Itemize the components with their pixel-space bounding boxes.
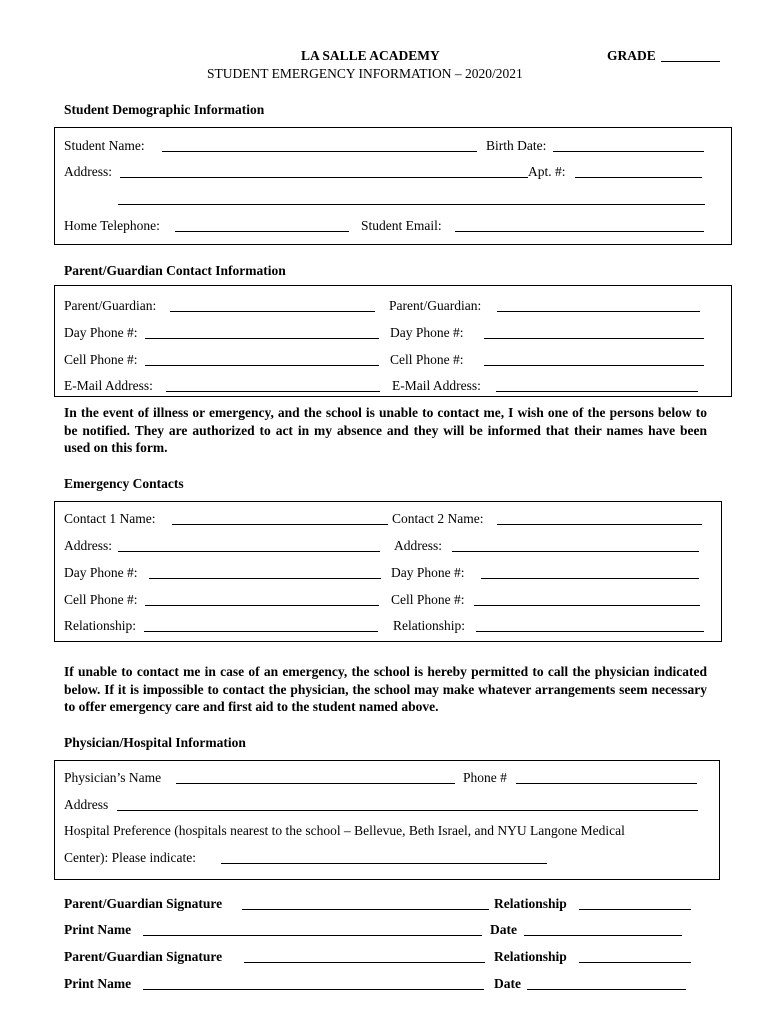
contact2-name-field[interactable] bbox=[497, 524, 702, 525]
apt-label: Apt. #: bbox=[528, 164, 566, 179]
hospital-preference-text: Hospital Preference (hospitals nearest to the school – Bellevue, Beth Israel, and NYU Langone Medical bbox=[64, 823, 625, 838]
date2-label: Date bbox=[494, 976, 521, 991]
guardian2-cell-phone-field[interactable] bbox=[484, 365, 704, 366]
home-phone-field[interactable] bbox=[175, 231, 349, 232]
guardian2-label: Parent/Guardian: bbox=[389, 298, 482, 313]
hospital-preference-field[interactable] bbox=[221, 863, 547, 864]
hospital-indicate-label: Center): Please indicate: bbox=[64, 850, 196, 865]
contact1-cell-phone-field[interactable] bbox=[145, 605, 379, 606]
address-label: Address: bbox=[64, 164, 112, 179]
signature1-field[interactable] bbox=[242, 909, 489, 910]
consent-paragraph: In the event of illness or emergency, and the school is unable to contact me, I wish one of the persons below to be notified. They are authorized to act in my absence and they will be informed that their names have been used on this form. bbox=[64, 405, 707, 456]
physician-section-heading: Physician/Hospital Information bbox=[64, 735, 246, 750]
student-name-field[interactable] bbox=[162, 151, 477, 152]
contact2-address-field[interactable] bbox=[452, 551, 699, 552]
relationship1-field[interactable] bbox=[579, 909, 691, 910]
date2-field[interactable] bbox=[527, 989, 686, 990]
contact1-name-field[interactable] bbox=[172, 524, 388, 525]
form-subtitle: STUDENT EMERGENCY INFORMATION – 2020/2021 bbox=[207, 66, 523, 81]
physician-phone-label: Phone # bbox=[463, 770, 507, 785]
contact1-day-phone-field[interactable] bbox=[149, 578, 381, 579]
contact1-relationship-field[interactable] bbox=[144, 631, 378, 632]
contact2-cell-phone-field[interactable] bbox=[474, 605, 700, 606]
contact1-cell-phone-label: Cell Phone #: bbox=[64, 592, 138, 607]
physician-name-field[interactable] bbox=[176, 783, 455, 784]
contact2-relationship-label: Relationship: bbox=[393, 618, 465, 633]
contact2-relationship-field[interactable] bbox=[476, 631, 704, 632]
guardian2-day-phone-field[interactable] bbox=[484, 338, 704, 339]
signature2-label: Parent/Guardian Signature bbox=[64, 949, 223, 964]
contact1-address-label: Address: bbox=[64, 538, 112, 553]
guardian1-email-label: E-Mail Address: bbox=[64, 378, 153, 393]
contact1-relationship-label: Relationship: bbox=[64, 618, 136, 633]
address-line-2-field[interactable] bbox=[118, 204, 705, 205]
grade-label: GRADE bbox=[607, 48, 656, 63]
contact2-day-phone-field[interactable] bbox=[481, 578, 699, 579]
address-field[interactable] bbox=[120, 177, 528, 178]
date1-label: Date bbox=[490, 922, 517, 937]
student-name-label: Student Name: bbox=[64, 138, 145, 153]
student-section-heading: Student Demographic Information bbox=[64, 102, 265, 117]
contact2-name-label: Contact 2 Name: bbox=[392, 511, 484, 526]
guardian1-email-field[interactable] bbox=[166, 391, 380, 392]
print-name2-label: Print Name bbox=[64, 976, 132, 991]
grade-field[interactable] bbox=[661, 61, 720, 62]
parent-section-heading: Parent/Guardian Contact Information bbox=[64, 263, 286, 278]
print-name2-field[interactable] bbox=[143, 989, 484, 990]
physician-address-field[interactable] bbox=[117, 810, 698, 811]
guardian1-day-phone-label: Day Phone #: bbox=[64, 325, 138, 340]
guardian2-email-label: E-Mail Address: bbox=[392, 378, 481, 393]
signature1-label: Parent/Guardian Signature bbox=[64, 896, 223, 911]
guardian2-email-field[interactable] bbox=[496, 391, 698, 392]
physician-permission-paragraph: If unable to contact me in case of an emergency, the school is hereby permitted to call the physician indicated below. If it is impossible to contact the physician, the school may make whatever arrangements seem necessary to offer emergency care and first aid to the student named above. bbox=[64, 664, 707, 715]
print-name1-label: Print Name bbox=[64, 922, 132, 937]
guardian2-field[interactable] bbox=[497, 311, 700, 312]
date1-field[interactable] bbox=[524, 935, 682, 936]
guardian1-day-phone-field[interactable] bbox=[145, 338, 379, 339]
student-email-label: Student Email: bbox=[361, 218, 442, 233]
signature2-field[interactable] bbox=[244, 962, 485, 963]
apt-field[interactable] bbox=[575, 177, 702, 178]
guardian1-field[interactable] bbox=[170, 311, 375, 312]
contact1-address-field[interactable] bbox=[118, 551, 380, 552]
physician-name-label: Physician’s Name bbox=[64, 770, 162, 785]
contact2-cell-phone-label: Cell Phone #: bbox=[391, 592, 465, 607]
contact1-name-label: Contact 1 Name: bbox=[64, 511, 156, 526]
home-phone-label: Home Telephone: bbox=[64, 218, 160, 233]
student-email-field[interactable] bbox=[455, 231, 704, 232]
relationship1-label: Relationship bbox=[494, 896, 567, 911]
guardian2-cell-phone-label: Cell Phone #: bbox=[390, 352, 464, 367]
relationship2-label: Relationship bbox=[494, 949, 567, 964]
guardian2-day-phone-label: Day Phone #: bbox=[390, 325, 464, 340]
contact1-day-phone-label: Day Phone #: bbox=[64, 565, 138, 580]
birth-date-field[interactable] bbox=[553, 151, 704, 152]
birth-date-label: Birth Date: bbox=[486, 138, 547, 153]
contact2-address-label: Address: bbox=[394, 538, 442, 553]
emergency-section-heading: Emergency Contacts bbox=[64, 476, 184, 491]
physician-address-label: Address bbox=[64, 797, 109, 812]
contact2-day-phone-label: Day Phone #: bbox=[391, 565, 465, 580]
relationship2-field[interactable] bbox=[579, 962, 691, 963]
guardian1-cell-phone-field[interactable] bbox=[145, 365, 379, 366]
guardian1-cell-phone-label: Cell Phone #: bbox=[64, 352, 138, 367]
print-name1-field[interactable] bbox=[143, 935, 482, 936]
school-name: LA SALLE ACADEMY bbox=[301, 48, 440, 63]
guardian1-label: Parent/Guardian: bbox=[64, 298, 157, 313]
physician-phone-field[interactable] bbox=[516, 783, 697, 784]
